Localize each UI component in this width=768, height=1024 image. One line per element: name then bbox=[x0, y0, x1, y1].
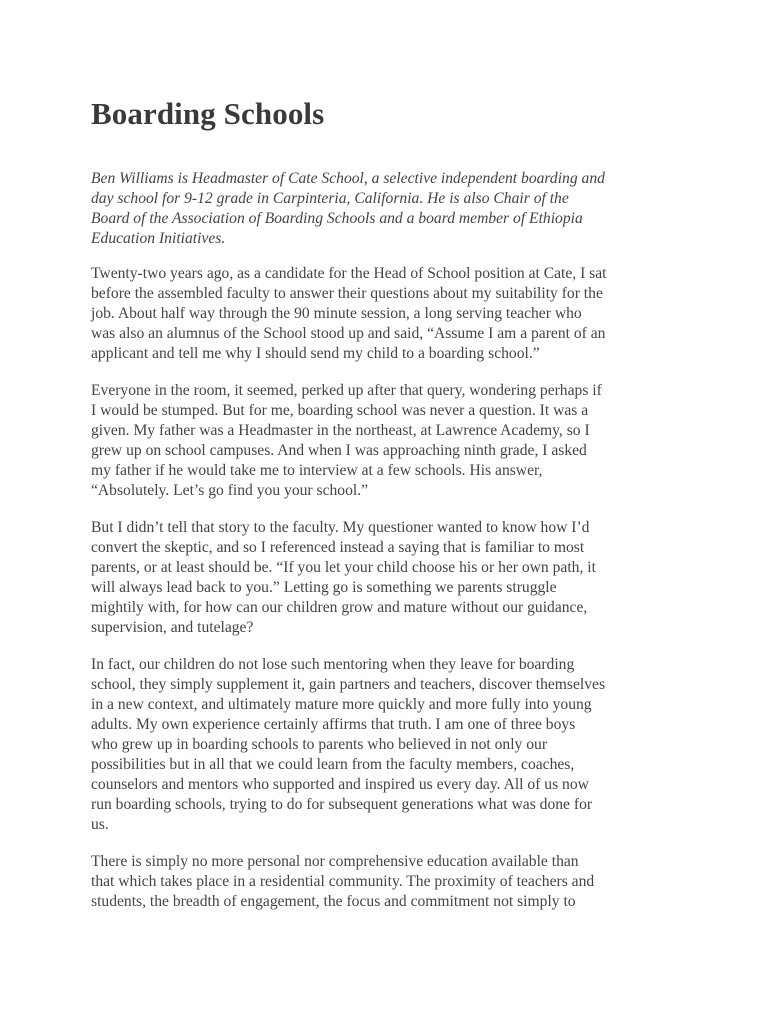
document-page bbox=[91, 92, 691, 929]
paragraph-2: Everyone in the room, it seemed, perked up after that query, wondering perhaps if I would be stumped. But for me, boarding school was never a question. It was a given. My father was a Headmaster in the northeast, at Lawrence Academy, so I grew up on school campuses. And when I was approaching ninth grade, I asked my father if he would take me to interview at a few schools. His answer, “Absolutely. Let’s go find you your school.” bbox=[91, 382, 602, 499]
paragraph-3: But I didn’t tell that story to the faculty. My questioner wanted to know how I’d convert the skeptic, and so I referenced instead a saying that is familiar to most parents, or at least should be. “If you let your child choose his or her own path, it will always lead back to you.” Letting go is something we parents struggle mightily with, for how can our children grow and mature without our guidance, supervision, and tutelage? bbox=[91, 519, 596, 636]
paragraph-1: Twenty-two years ago, as a candidate for the Head of School position at Cate, I sat before the assembled faculty to answer their questions about my suitability for the job. About half way through the 90 minute session, a long serving teacher who was also an alumnus of the School stood up and said, “Assume I am a parent of an applicant and tell me why I should send my child to a boarding school.” bbox=[91, 265, 607, 362]
paragraph-4: In fact, our children do not lose such mentoring when they leave for boarding school, they simply supplement it, gain partners and teachers, discover themselves in a new context, and ultimately mature more quickly and more fully into young adults. My own experience certainly affirms that truth. I am one of three boys who grew up in boarding schools to parents who believed in not only our possibilities but in all that we could learn from the faculty members, coaches, counselors and mentors who supported and inspired us every day. All of us now run boarding schools, trying to do for subsequent generations what was done for us. bbox=[91, 656, 606, 833]
author-intro: Ben Williams is Headmaster of Cate School, a selective independent boarding and day school for 9-12 grade in Carpinteria, California. He is also Chair of the Board of the Association of Boarding Schools and a board member of Ethiopia Education Initiatives. bbox=[91, 170, 605, 247]
paragraph-5: There is simply no more personal nor comprehensive education available than that which takes place in a residential community. The proximity of teachers and students, the breadth of engagement, the focus and commitment not simply to bbox=[91, 853, 595, 910]
document-title: Boarding Schools bbox=[91, 96, 325, 131]
